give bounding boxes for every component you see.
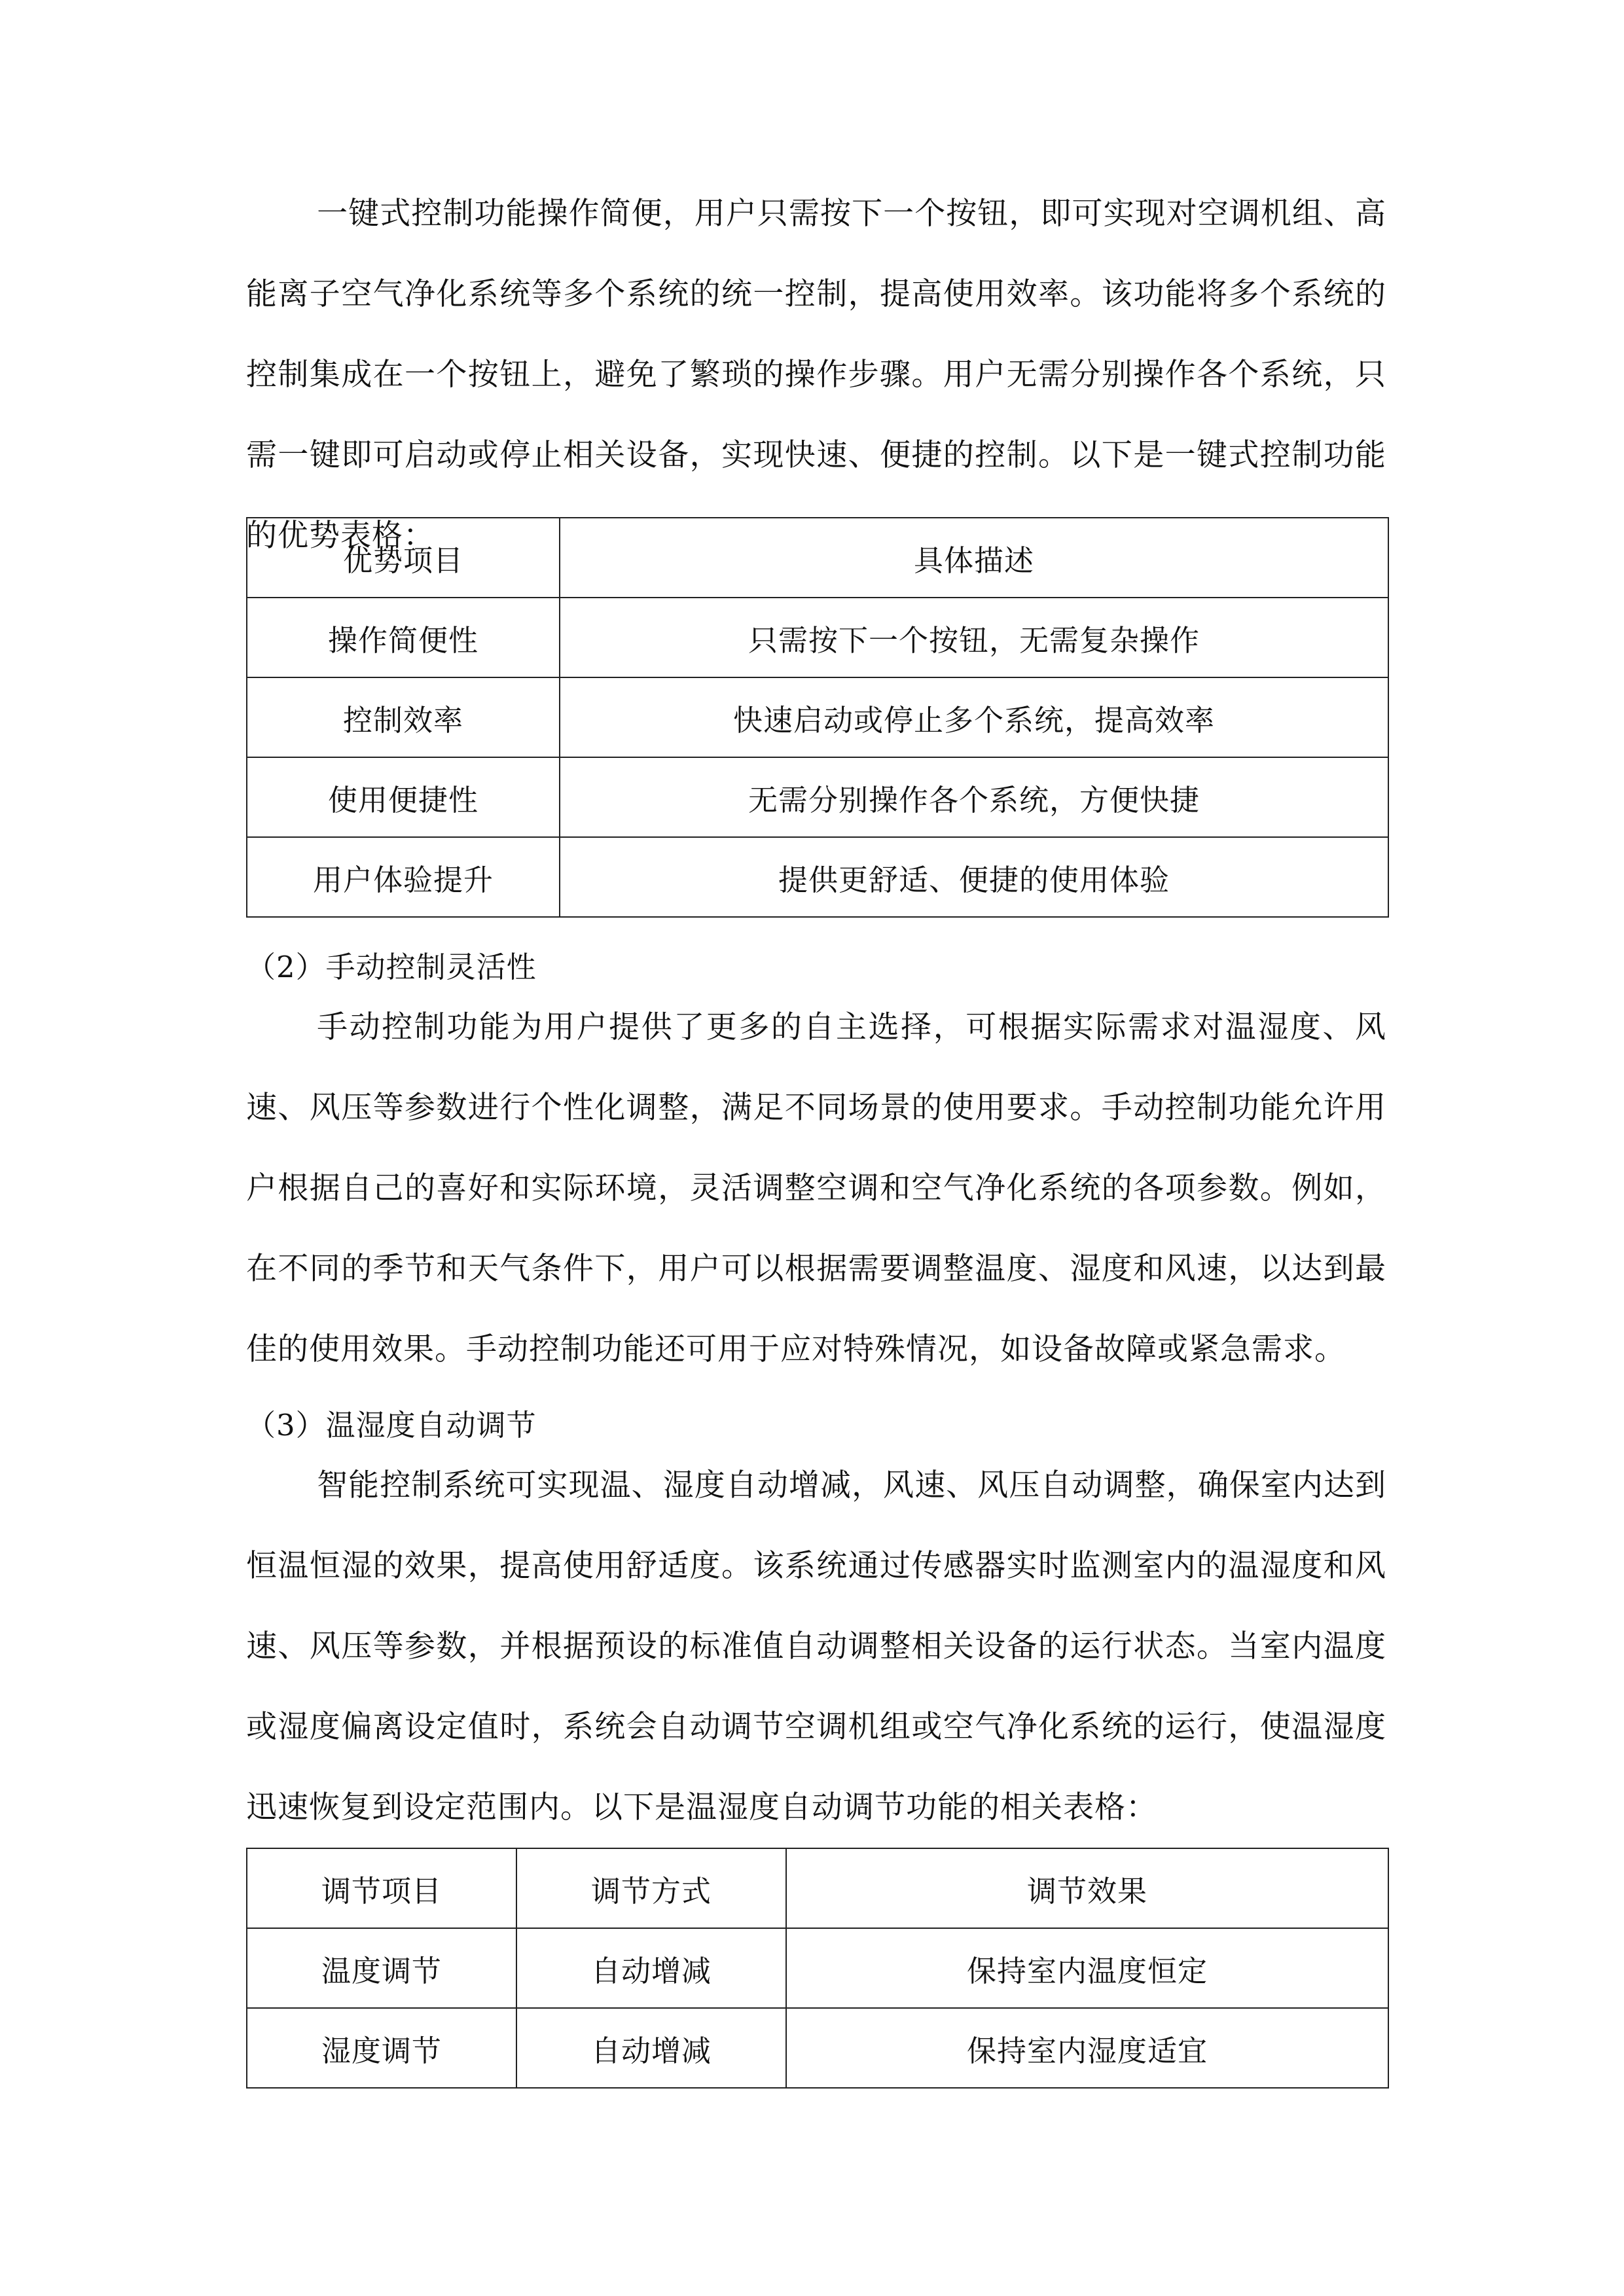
section-heading-manual-control: （2）手动控制灵活性 (246, 950, 537, 984)
table-row (247, 2008, 1388, 2088)
paragraph-auto-adjust: 智能控制系统可实现温、湿度自动增减，风速、风压自动调整，确保室内达到恒温恒湿的效果，提高使用舒适度。该系统通过传感器实时监测室内的温湿度和风速、风压等参数，并根据预设的标准值自动调整相关设备的运行状态。当室内温度或湿度偏离设定值时，系统会自动调节空调机组或空气净化系统的运行，使温湿度迅速恢复到设定范围内。以下是温湿度自动调节功能的相关表格： (246, 1467, 1386, 1825)
table-header-cell: 具体描述 (560, 518, 1388, 598)
table-row (247, 598, 1388, 677)
table-cell: 提供更舒适、便捷的使用体验 (560, 837, 1388, 917)
paragraph-manual-control: 手动控制功能为用户提供了更多的自主选择，可根据实际需求对温湿度、风速、风压等参数进行个性化调整，满足不同场景的使用要求。手动控制功能允许用户根据自己的喜好和实际环境，灵活调整空调和空气净化系统的各项参数。例如，在不同的季节和天气条件下，用户可以根据需要调整温度、湿度和风速，以达到最佳的使用效果。手动控制功能还可用于应对特殊情况，如设备故障或紧急需求。 (246, 1009, 1386, 1367)
table-row (247, 837, 1388, 917)
table-row (247, 1928, 1388, 2008)
table-header-cell: 调节方式 (516, 1848, 786, 1928)
table-header-cell: 调节项目 (247, 1848, 516, 1928)
paragraph-one-key-control: 一键式控制功能操作简便，用户只需按下一个按钮，即可实现对空调机组、高能离子空气净化系统等多个系统的统一控制，提高使用效率。该功能将多个系统的控制集成在一个按钮上，避免了繁琐的操作步骤。用户无需分别操作各个系统，只需一键即可启动或停止相关设备，实现快速、便捷的控制。以下是一键式控制功能的优势表格： (246, 196, 1386, 554)
table-cell: 保持室内湿度适宜 (786, 2008, 1388, 2088)
table-cell: 自动增减 (516, 1928, 786, 2008)
table-cell: 使用便捷性 (247, 757, 560, 837)
table-header-row (247, 1848, 1388, 1928)
table-cell: 快速启动或停止多个系统，提高效率 (560, 677, 1388, 757)
table-cell: 保持室内温度恒定 (786, 1928, 1388, 2008)
section-heading-auto-adjust: （3）温湿度自动调节 (246, 1408, 537, 1443)
table-row (247, 757, 1388, 837)
table-cell: 无需分别操作各个系统，方便快捷 (560, 757, 1388, 837)
table-row (247, 677, 1388, 757)
advantages-table (246, 517, 1389, 918)
table-cell: 湿度调节 (247, 2008, 516, 2088)
table-cell: 操作简便性 (247, 598, 560, 677)
table-header-row (247, 518, 1388, 598)
table-header-cell: 优势项目 (247, 518, 560, 598)
table-header-cell: 调节效果 (786, 1848, 1388, 1928)
table-cell: 控制效率 (247, 677, 560, 757)
table-cell: 自动增减 (516, 2008, 786, 2088)
adjustment-table (246, 1848, 1389, 2089)
table-cell: 用户体验提升 (247, 837, 560, 917)
table-cell: 温度调节 (247, 1928, 516, 2008)
table-cell: 只需按下一个按钮，无需复杂操作 (560, 598, 1388, 677)
